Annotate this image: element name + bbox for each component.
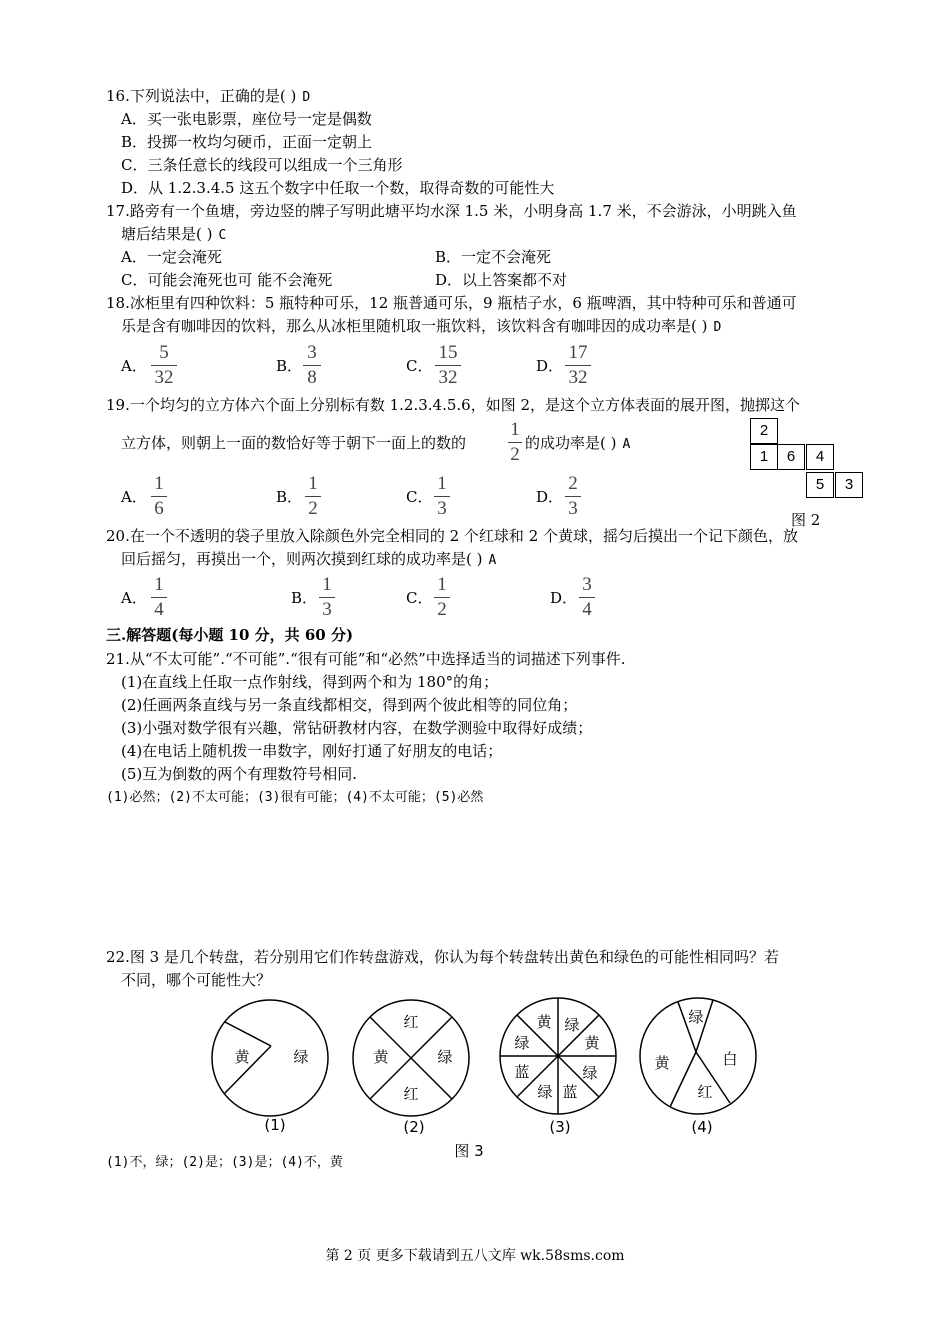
- q19-option-d-label: D．: [536, 488, 564, 506]
- q19-stem-fraction: [508, 419, 522, 466]
- q16-option-d: D．从 1.2.3.4.5 这五个数字中任取一个数，取得奇数的可能性大: [121, 179, 555, 197]
- q18-option-d-label: D．: [536, 357, 564, 375]
- wheel-4-green-label: 绿: [688, 1008, 704, 1026]
- wheel-1-caption: (1): [264, 1116, 286, 1134]
- q17-answer: C: [218, 228, 227, 243]
- q19-stem-line2a: 立方体，则朝上一面的数恰好等于朝下一面上的数的: [121, 434, 467, 452]
- numerator: 1: [308, 473, 318, 494]
- net-cell-2: 2: [750, 418, 778, 444]
- q20-option-d-label: D．: [550, 589, 578, 607]
- wheel-3-sector-2-label: 绿: [564, 1016, 580, 1034]
- numerator: 1: [510, 419, 520, 440]
- spinner-wheel-4: [640, 998, 756, 1114]
- numerator: 3: [307, 342, 317, 363]
- q19-option-c-fraction: [434, 473, 450, 520]
- q20-option-a-fraction: [151, 574, 167, 621]
- net-cell-6: 6: [777, 444, 805, 470]
- q16-answer: D: [302, 90, 311, 105]
- numerator: 1: [154, 473, 164, 494]
- q17-option-a: A．一定会淹死: [121, 248, 222, 266]
- wheel-3-caption: (3): [549, 1118, 571, 1136]
- denominator: 32: [438, 367, 458, 388]
- denominator: 6: [154, 498, 164, 519]
- q21-item-1: (1)在直线上任取一点作射线，得到两个和为 180°的角；: [121, 673, 499, 691]
- wheel-2-right-label: 绿: [437, 1048, 453, 1066]
- q17-option-b: B．一定不会淹死: [435, 248, 552, 266]
- q18-stem-line1: 18.冰柜里有四种饮料：5 瓶特种可乐，12 瓶普通可乐，9 瓶桔子水，6 瓶啤酒，其中特种可乐和普通可: [106, 294, 797, 312]
- q19-option-c-label: C．: [406, 488, 433, 506]
- wheel-1-yellow-label: 黄: [234, 1048, 250, 1066]
- denominator: 2: [437, 599, 447, 620]
- wheel-3-sector-1-label: 黄: [536, 1013, 552, 1031]
- denominator: 3: [568, 498, 578, 519]
- q20-stem-line2: 回后摇匀，再摸出一个，则两次摸到红球的成功率是( ) A: [121, 550, 497, 568]
- wheel-3-sector-6-label: 绿: [537, 1083, 553, 1101]
- denominator: 4: [154, 599, 164, 620]
- figure-3-label: 图 3: [454, 1142, 484, 1160]
- net-cell-5: 5: [806, 472, 834, 498]
- wheel-3-sector-4-label: 绿: [582, 1064, 598, 1082]
- q21-item-5: (5)互为倒数的两个有理数符号相同.: [121, 765, 358, 783]
- wheel-2-top-label: 红: [403, 1013, 419, 1031]
- q22-stem-line1: 22.图 3 是几个转盘，若分别用它们作转盘游戏，你认为每个转盘转出黄色和绿色的可能性相同吗？若: [106, 948, 779, 966]
- denominator: 3: [322, 599, 332, 620]
- q16-option-c: C．三条任意长的线段可以组成一个三角形: [121, 156, 403, 174]
- wheel-2-left-label: 黄: [373, 1048, 389, 1066]
- q19-stem-line1: 19.一个均匀的立方体六个面上分别标有数 1.2.3.4.5.6，如图 2，是这个立方体表面的展开图，抛掷这个: [106, 396, 801, 414]
- q22-answer: (1)不，绿；(2)是；(3)是；(4)不，黄: [106, 1155, 343, 1170]
- q22-stem-line2: 不同，哪个可能性大？: [121, 971, 272, 989]
- wheel-3-sector-7-label: 蓝: [514, 1063, 530, 1081]
- q20-option-b-label: B．: [291, 589, 318, 607]
- q16-stem: 16.下列说法中，正确的是( ) D: [106, 87, 311, 105]
- denominator: 32: [154, 367, 174, 388]
- q18-option-b-label: B．: [276, 357, 303, 375]
- q20-option-c-fraction: [434, 574, 450, 621]
- q16-option-a: A．买一张电影票，座位号一定是偶数: [121, 110, 372, 128]
- q19-option-a-label: A．: [121, 488, 147, 506]
- page-footer: 第 2 页 更多下载请到五八文库 wk.58sms.com: [325, 1248, 625, 1264]
- spinner-wheel-1: [212, 1000, 328, 1116]
- q17-stem-line1: 17.路旁有一个鱼塘，旁边竖的牌子写明此塘平均水深 1.5 米，小明身高 1.7 米，不会游泳，小明跳入鱼: [106, 202, 797, 220]
- q17-stem-line2: 塘后结果是( ) C: [121, 225, 227, 243]
- figure-2-label: 图 2: [791, 511, 821, 529]
- numerator: 15: [438, 342, 458, 363]
- q18-answer: D: [713, 320, 722, 335]
- wheel-4-caption: (4): [691, 1118, 713, 1136]
- q18-option-a-fraction: [151, 342, 177, 389]
- numerator: 2: [568, 473, 578, 494]
- wheel-2-caption: (2): [403, 1118, 425, 1136]
- q18-option-b-fraction: [303, 342, 321, 389]
- q17-option-c: C．可能会淹死也可 能不会淹死: [121, 271, 333, 289]
- denominator: 2: [308, 498, 318, 519]
- q21-item-4: (4)在电话上随机拨一串数字，刚好打通了好朋友的电话；: [121, 742, 503, 760]
- q20-option-d-fraction: [579, 574, 595, 621]
- numerator: 1: [437, 574, 447, 595]
- spinner-wheels-figure: [200, 990, 760, 1170]
- denominator: 8: [307, 367, 317, 388]
- q21-item-3: (3)小强对数学很有兴趣，常钻研教材内容，在数学测验中取得好成绩；: [121, 719, 593, 737]
- q18-option-c-label: C．: [406, 357, 433, 375]
- q21-answer: (1)必然；(2)不太可能；(3)很有可能；(4)不太可能；(5)必然: [106, 790, 484, 805]
- numerator: 1: [154, 574, 164, 595]
- wheel-2-bottom-label: 红: [403, 1085, 419, 1103]
- q18-option-c-fraction: [435, 342, 461, 389]
- q21-item-2: (2)任画两条直线与另一条直线都相交，得到两个彼此相等的同位角；: [121, 696, 578, 714]
- q20-option-a-label: A．: [121, 589, 147, 607]
- wheel-3-sector-3-label: 黄: [584, 1034, 600, 1052]
- spinner-wheel-2: [353, 1000, 469, 1116]
- q21-stem: 21.从“不太可能”.“不可能”.“很有可能”和“必然”中选择适当的词描述下列事件.: [106, 650, 626, 668]
- wheel-4-yellow-label: 黄: [654, 1054, 670, 1072]
- numerator: 17: [568, 342, 588, 363]
- q20-option-b-fraction: [319, 574, 335, 621]
- q17-option-d: D．以上答案都不对: [435, 271, 568, 289]
- q19-option-a-fraction: [151, 473, 167, 520]
- denominator: 32: [568, 367, 588, 388]
- q19-option-b-fraction: [305, 473, 321, 520]
- q16-option-b: B．投掷一枚均匀硬币，正面一定朝上: [121, 133, 373, 151]
- q19-answer: A: [622, 437, 631, 452]
- q19-option-d-fraction: [565, 473, 581, 520]
- net-cell-3: 3: [835, 472, 863, 498]
- denominator: 2: [510, 444, 520, 465]
- denominator: 3: [437, 498, 447, 519]
- wheel-4-red-label: 红: [697, 1083, 713, 1101]
- net-cell-1: 1: [750, 444, 778, 470]
- denominator: 4: [582, 599, 592, 620]
- q20-option-c-label: C．: [406, 589, 433, 607]
- spinner-wheel-3: [500, 998, 616, 1114]
- q18-option-d-fraction: [565, 342, 591, 389]
- q20-stem-line1: 20.在一个不透明的袋子里放入除颜色外完全相同的 2 个红球和 2 个黄球，摇匀后摸出一个记下颜色，放: [106, 527, 799, 545]
- q18-stem-line2: 乐是含有咖啡因的饮料，那么从冰柜里随机取一瓶饮料，该饮料含有咖啡因的成功率是( ) D: [121, 317, 722, 335]
- q19-option-b-label: B．: [276, 488, 303, 506]
- numerator: 1: [322, 574, 332, 595]
- section-3-title: 三.解答题(每小题 10 分，共 60 分): [106, 626, 354, 644]
- net-cell-4: 4: [806, 444, 834, 470]
- q20-answer: A: [488, 553, 497, 568]
- q19-stem-line2b: 的成功率是( ) A: [525, 434, 631, 452]
- wheel-3-sector-8-label: 绿: [514, 1034, 530, 1052]
- numerator: 5: [159, 342, 169, 363]
- numerator: 1: [437, 473, 447, 494]
- numerator: 3: [582, 574, 592, 595]
- wheel-4-white-label: 白: [722, 1050, 738, 1068]
- wheel-3-sector-5-label: 蓝: [562, 1083, 578, 1101]
- q18-option-a-label: A．: [121, 357, 147, 375]
- wheel-1-green-label: 绿: [293, 1048, 309, 1066]
